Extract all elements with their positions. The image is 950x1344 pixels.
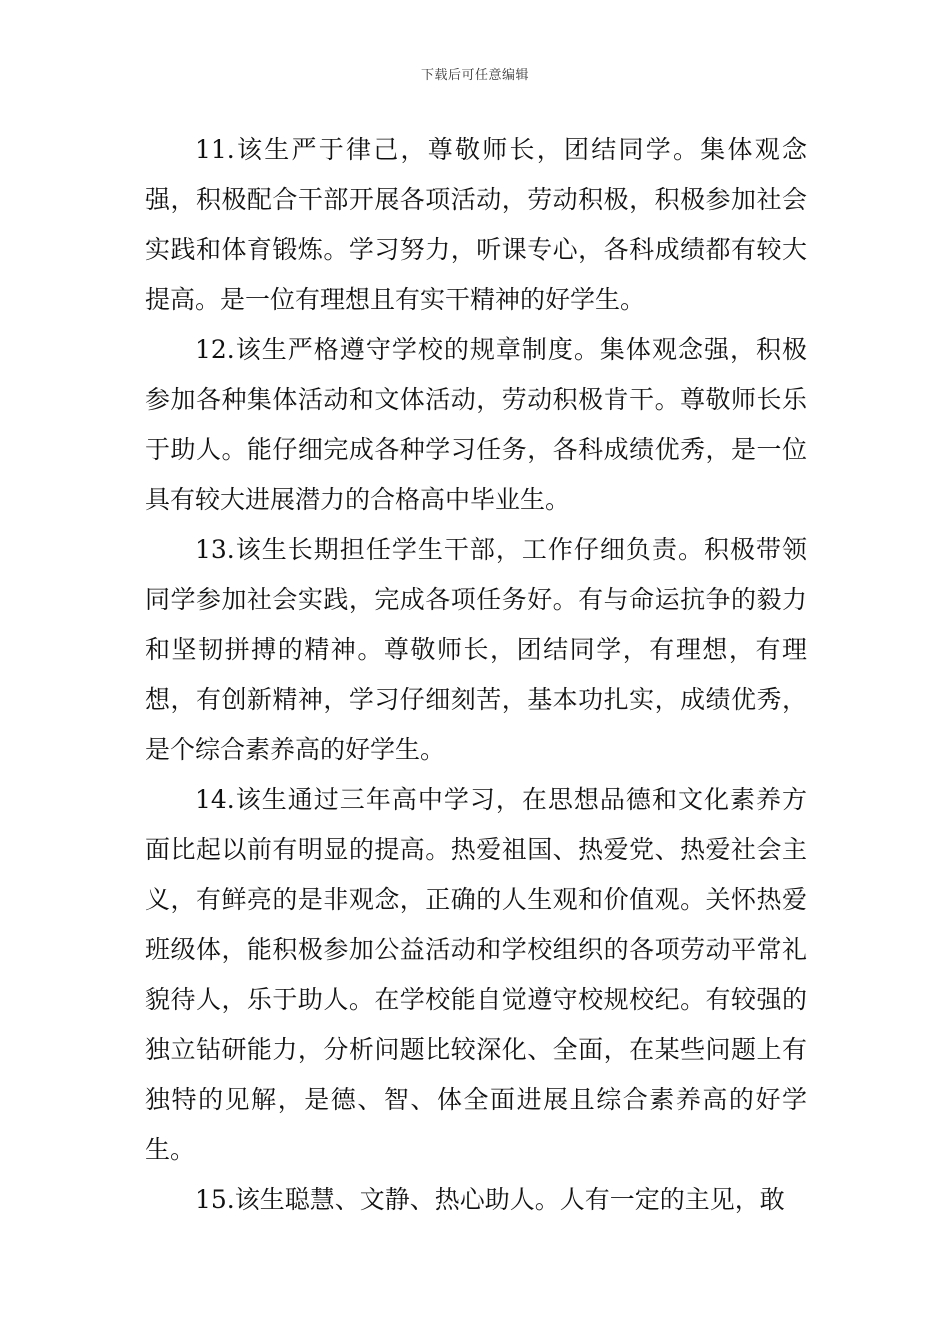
paragraph-14: 14.该生通过三年高中学习，在思想品德和文化素养方面比起以前有明显的提高。热爱祖国、热爱党、热爱社会主义，有鲜亮的是非观念，正确的人生观和价值观。关怀热爱班级体，能积极参加公益活动和学校组织的各项劳动平常礼貌待人，乐于助人。在学校能自觉遵守校规校纪。有较强的独立钻研能力，分析问题比较深化、全面，在某些问题上有独特的见解，是德、智、体全面进展且综合素养高的好学生。 [145, 785, 807, 1164]
paragraph-11: 11.该生严于律己，尊敬师长，团结同学。集体观念强，积极配合干部开展各项活动，劳动积极，积极参加社会实践和体育锻炼。学习努力，听课专心，各科成绩都有较大提高。是一位有理想且有实干精神的好学生。 [145, 135, 807, 314]
paragraph-12: 12.该生严格遵守学校的规章制度。集体观念强，积极参加各种集体活动和文体活动，劳动积极肯干。尊敬师长乐于助人。能仔细完成各种学习任务，各科成绩优秀，是一位具有较大进展潜力的合格高中毕业生。 [145, 335, 807, 514]
document-body [145, 125, 807, 1225]
header-note: 下载后可任意编辑 [420, 68, 529, 83]
paragraph-15: 15.该生聪慧、文静、热心助人。人有一定的主见，敢 [195, 1185, 785, 1214]
paragraph-13: 13.该生长期担任学生干部，工作仔细负责。积极带领同学参加社会实践，完成各项任务好。有与命运抗争的毅力和坚韧拼搏的精神。尊敬师长，团结同学，有理想，有理想，有创新精神，学习仔细刻苦，基本功扎实，成绩优秀，是个综合素养高的好学生。 [145, 535, 807, 764]
